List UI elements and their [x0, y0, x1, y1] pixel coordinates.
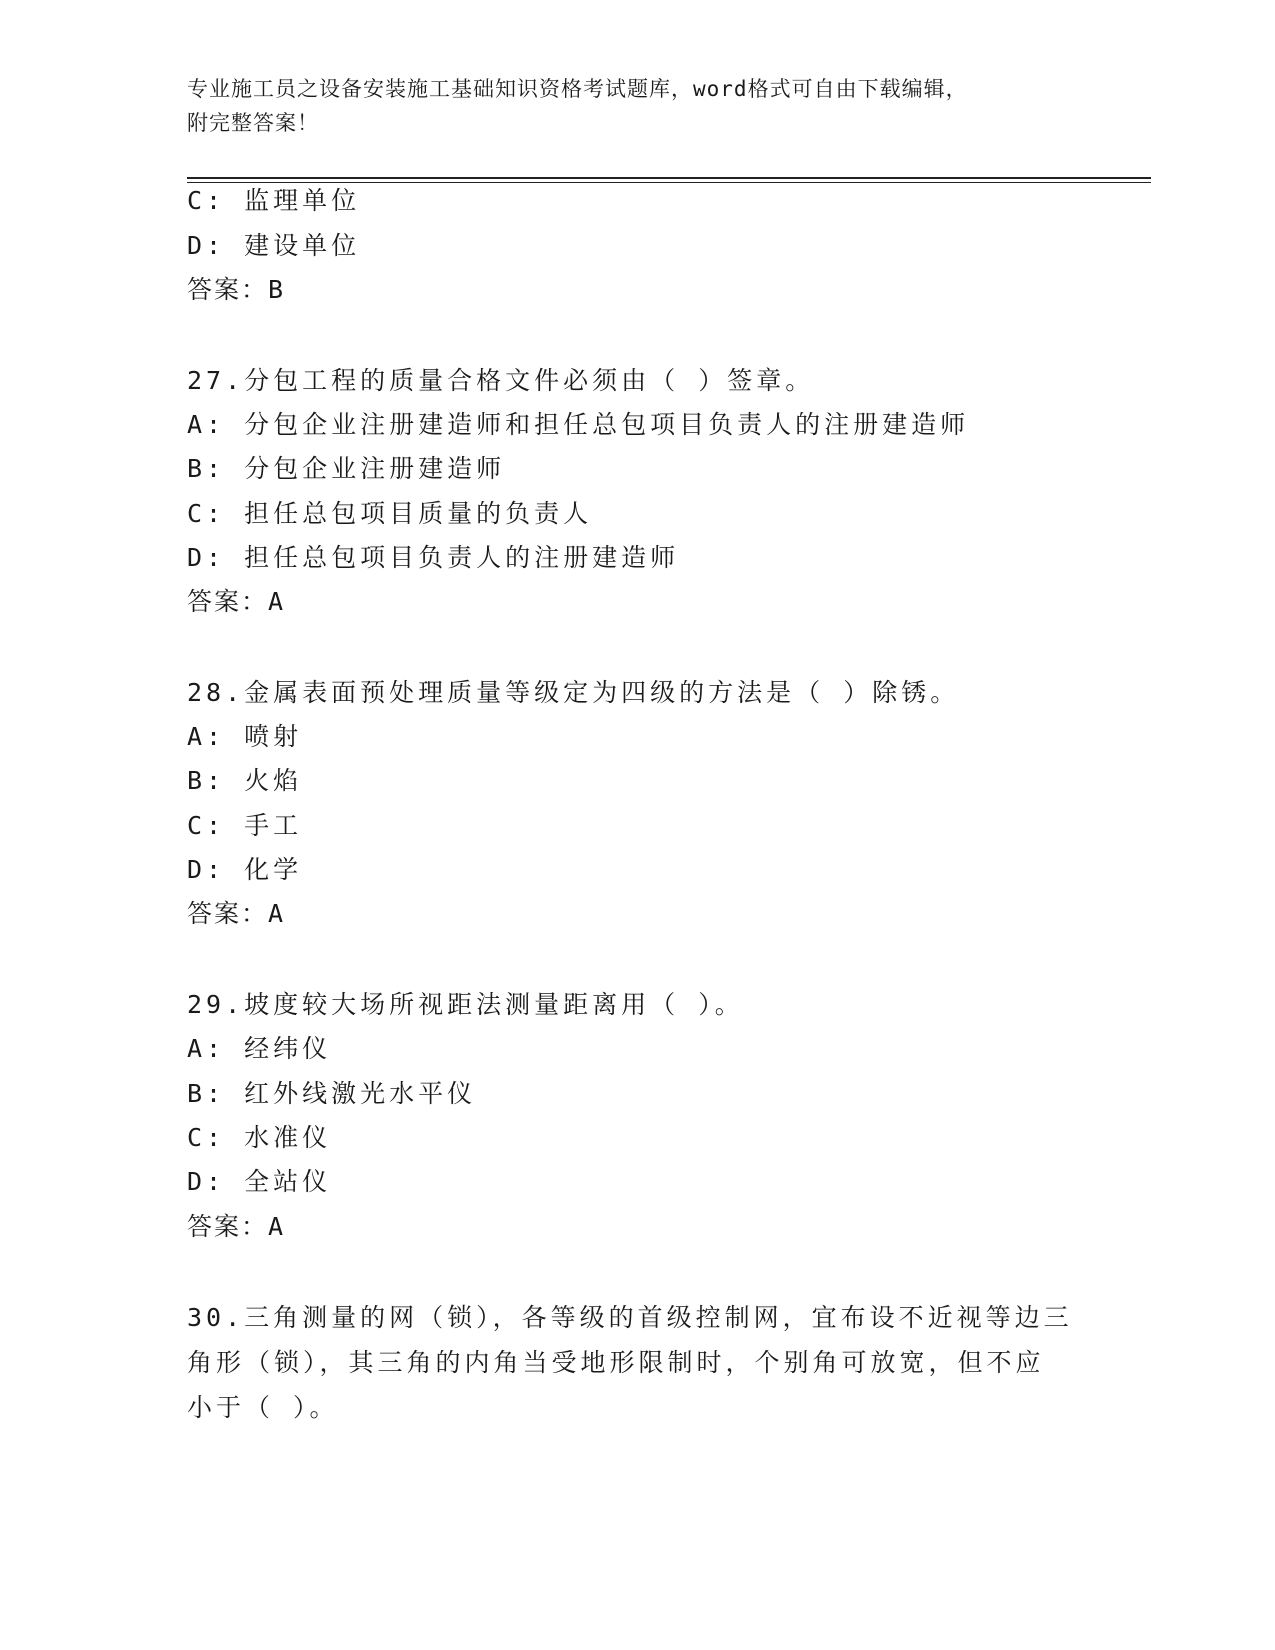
option-line: A: 分包企业注册建造师和担任总包项目负责人的注册建造师 — [187, 410, 970, 439]
option-line: A: 经纬仪 — [187, 1034, 332, 1063]
answer-line: 答案：A — [187, 1212, 286, 1241]
option-line: C: 水准仪 — [187, 1123, 332, 1152]
option-line: D: 建设单位 — [187, 231, 361, 260]
option-line: C: 担任总包项目质量的负责人 — [187, 499, 593, 528]
header-divider-thick — [187, 177, 1151, 179]
question-line: 28.金属表面预处理质量等级定为四级的方法是（ ）除锈。 — [187, 678, 960, 707]
option-line: C: 手工 — [187, 811, 303, 840]
header-line-2: 附完整答案！ — [187, 111, 319, 135]
header-line-1: 专业施工员之设备安装施工基础知识资格考试题库，word格式可自由下载编辑， — [187, 77, 968, 101]
header-divider-thin — [187, 182, 1151, 183]
option-line: B: 火焰 — [187, 766, 303, 795]
option-line: B: 红外线激光水平仪 — [187, 1079, 477, 1108]
question-line: 小于（ ）。 — [187, 1393, 339, 1422]
document-header — [187, 72, 1067, 140]
answer-line: 答案：A — [187, 587, 286, 616]
option-line: D: 担任总包项目负责人的注册建造师 — [187, 543, 680, 572]
answer-line: 答案：B — [187, 275, 286, 304]
option-line: C: 监理单位 — [187, 186, 361, 215]
question-line: 29.坡度较大场所视距法测量距离用（ ）。 — [187, 990, 744, 1019]
answer-line: 答案：A — [187, 899, 286, 928]
option-line: B: 分包企业注册建造师 — [187, 454, 506, 483]
option-line: D: 化学 — [187, 855, 303, 884]
option-line: A: 喷射 — [187, 722, 303, 751]
option-line: D: 全站仪 — [187, 1167, 332, 1196]
question-line: 30.三角测量的网（锁），各等级的首级控制网，宜布设不近视等边三 — [187, 1303, 1073, 1332]
question-line: 角形（锁），其三角的内角当受地形限制时，个别角可放宽，但不应 — [187, 1348, 1045, 1377]
question-line: 27.分包工程的质量合格文件必须由（ ）签章。 — [187, 366, 815, 395]
